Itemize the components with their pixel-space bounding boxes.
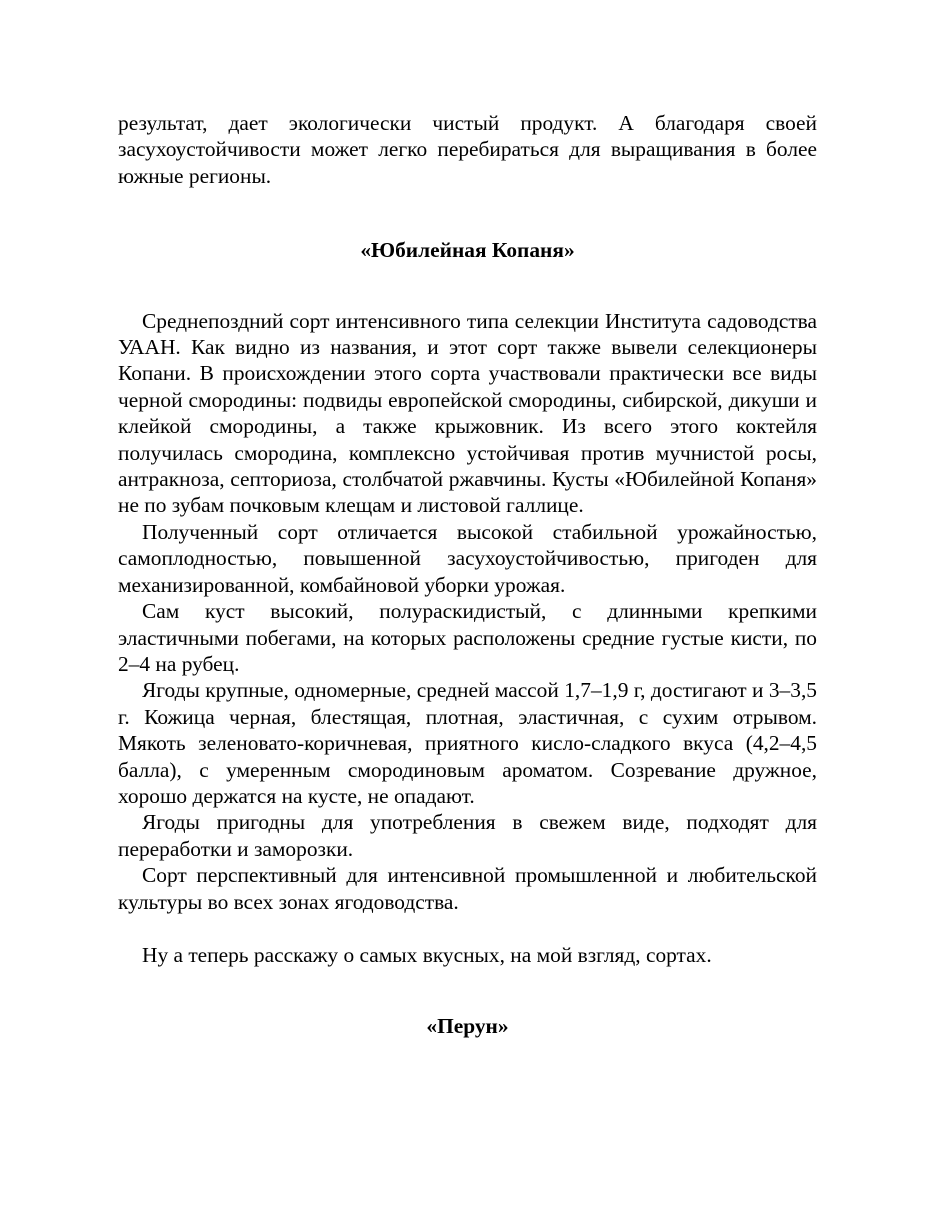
body-paragraph: Полученный сорт отличается высокой стабильной урожайностью, самоплодностью, повышенной засухоустойчивостью, пригоден для механизированной, комбайновой уборки урожая. [118,519,817,597]
intro-paragraph: результат, дает экологически чистый продукт. А благодаря своей засухоустойчивости может легко перебираться для выращивания в более южные регионы. [118,111,817,188]
body-paragraph: Ягоды пригодны для употребления в свежем виде, подходят для переработки и заморозки. [118,810,817,861]
body-paragraph: Сам куст высокий, полураскидистый, с длинными крепкими эластичными побегами, на которых расположены средние густые кисти, по 2–4 на рубец. [118,599,817,676]
body-paragraph: Ягоды крупные, одномерные, средней массой 1,7–1,9 г, достигают и 3–3,5 г. Кожица черная, блестящая, плотная, эластичная, с сухим отрывом. Мякоть зеленовато-коричневая, приятного кисло-сладкого вкуса (4,2–4,5 балла), с умеренным смородиновым ароматом. Созревание дружное, хорошо держатся на кусте, не опадают. [118,678,817,808]
body-paragraph: Сорт перспективный для интенсивной промышленной и любительской культуры во всех зонах ягодоводства. [118,863,817,914]
body-paragraph: Среднепоздний сорт интенсивного типа селекции Института садоводства УААН. Как видно из названия, и этот сорт также вывели селекционеры Копани. В происхождении этого сорта участвовали практически все виды черной смородины: подвиды европейской смородины, сибирской, дикуши и клейкой смородины, а также крыжовник. Из всего этого коктейля получилась смородина, комплексно устойчивая против мучнистой росы, антракноза, септориоза, столбчатой ржавчины. Кусты «Юбилейной Копаня» не по зубам почковым клещам и листовой галлице. [118,308,817,518]
section-title-perun: «Перун» [426,1014,509,1039]
closing-paragraph: Ну а теперь расскажу о самых вкусных, на мой взгляд, сортах. [142,942,712,967]
document-page [118,110,817,1040]
section-body-yubileynaya-kopanya [118,308,817,915]
section-title-yubileynaya-kopanya: «Юбилейная Копаня» [360,238,575,263]
